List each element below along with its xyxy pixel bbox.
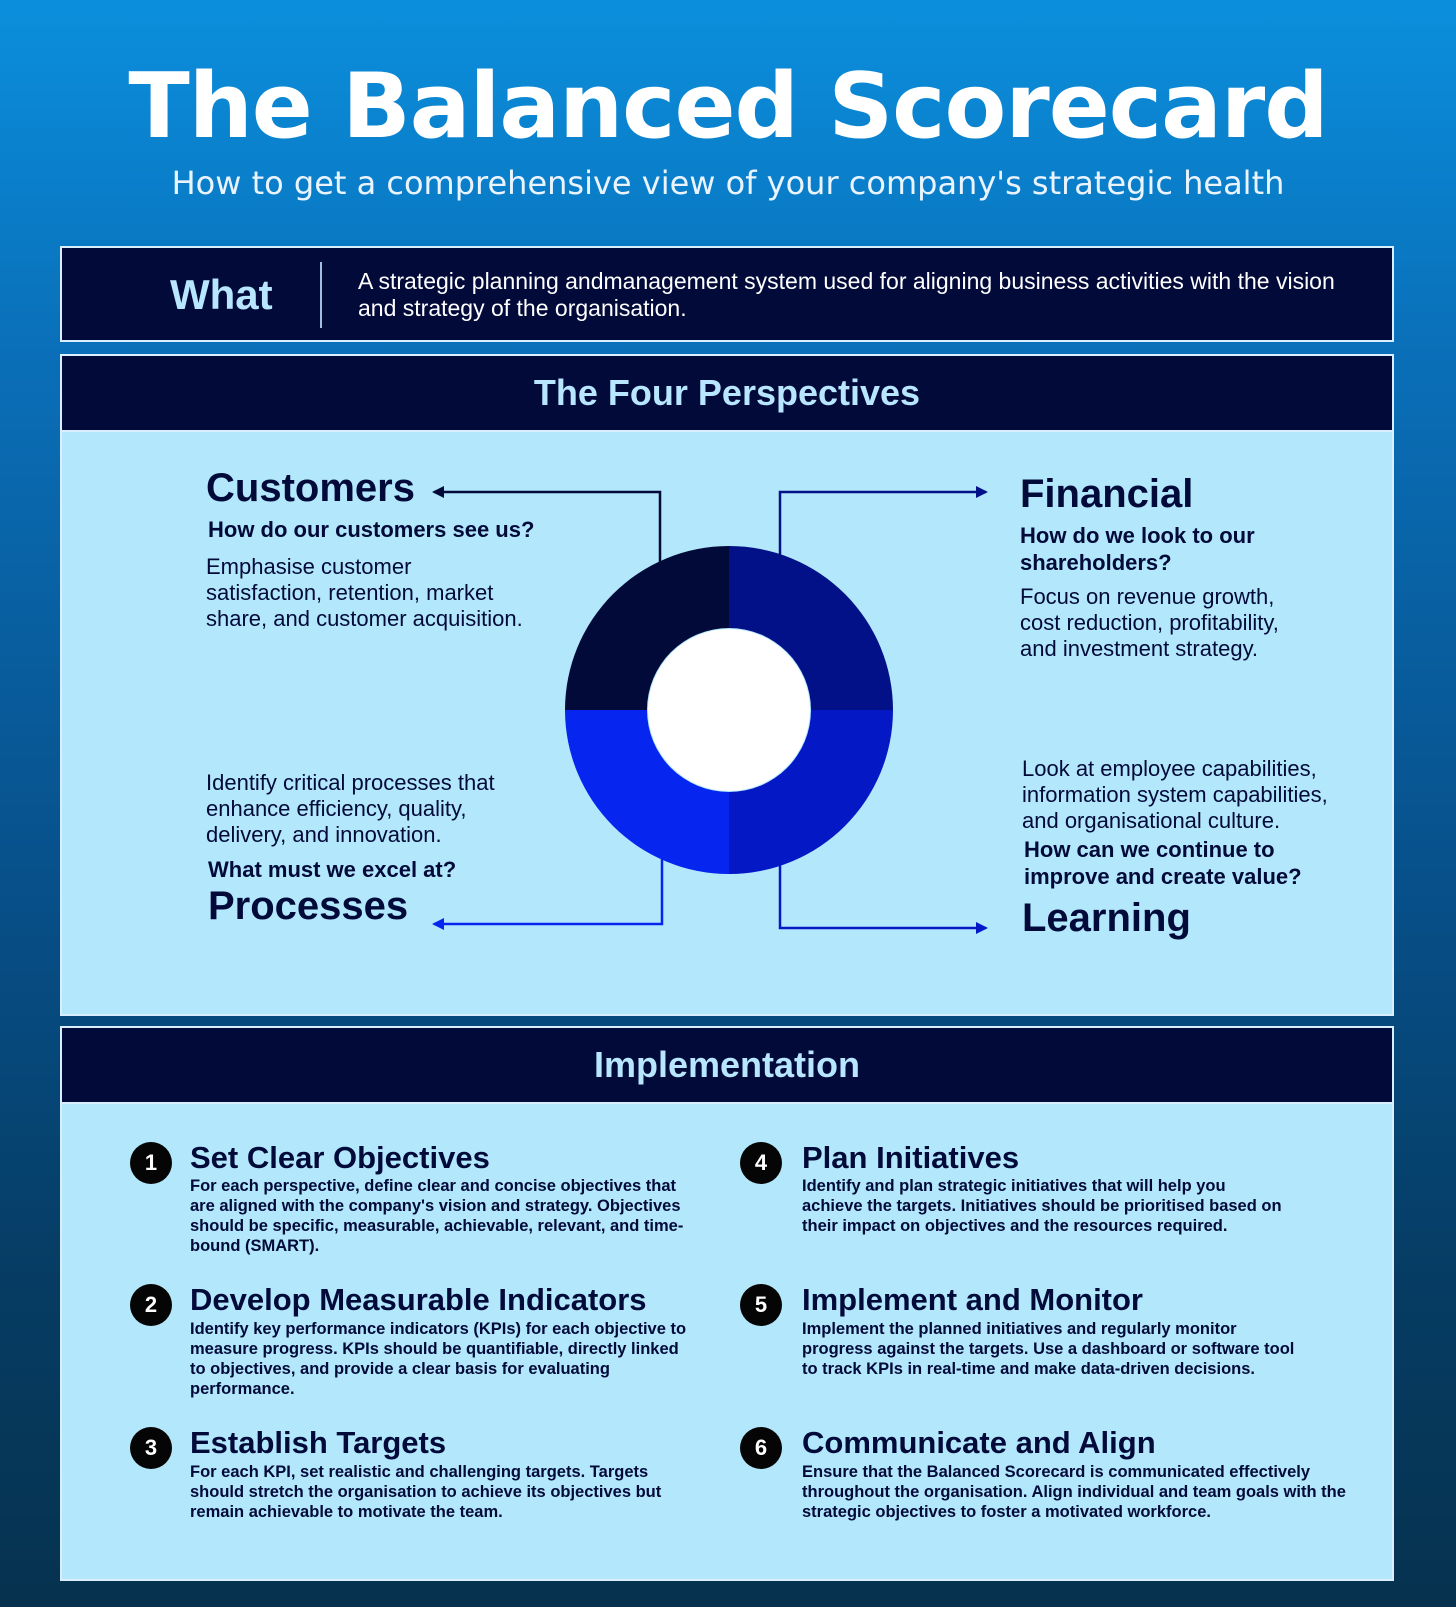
processes-description: Identify critical processes that enhance efficiency, quality, delivery, and innovation. [206,770,495,847]
step-number-badge: 5 [740,1284,782,1326]
step-description: Implement the planned initiatives and regularly monitor progress against the targets. Use a dashboard or software tool to track KPIs in real-time and make data-driven decisions. [802,1320,1295,1378]
step-title: Plan Initiatives [802,1140,1020,1175]
financial-description: Focus on revenue growth, cost reduction, profitability, and investment strategy. [1020,584,1279,661]
learning-connector [780,846,986,928]
step-number-badge: 1 [130,1142,172,1184]
step-number-badge: 4 [740,1142,782,1184]
financial-question: How do we look to our shareholders? [1020,523,1255,575]
processes-title: Processes [208,884,409,928]
learning-title: Learning [1022,896,1191,940]
customers-description: Emphasise customer satisfaction, retention, market share, and customer acquisition. [206,554,523,631]
what-text: A strategic planning andmanagement system used for aligning business activities with the vision and strategy of the organisation. [358,268,1335,321]
step-description: For each KPI, set realistic and challenging targets. Targets should stretch the organisation to achieve its objectives but remain achievable to motivate the team. [190,1463,662,1521]
step-title: Develop Measurable Indicators [190,1282,647,1317]
perspectives-heading: The Four Perspectives [62,356,1392,432]
what-divider [320,262,322,328]
financial-connector [780,492,986,564]
learning-question: How can we continue to improve and create value? [1024,837,1302,889]
customers-question: How do our customers see us? [208,517,535,542]
perspectives-panel [60,354,1394,1016]
implementation-heading: Implementation [62,1028,1392,1104]
what-box [60,246,1394,342]
what-label: What [170,271,273,318]
step-title: Set Clear Objectives [190,1140,490,1175]
learning-description: Look at employee capabilities, information system capabilities, and organisational culture. [1022,756,1328,833]
step-title: Communicate and Align [802,1425,1156,1460]
donut-center [648,629,810,791]
step-title: Implement and Monitor [802,1282,1143,1317]
page-title: The Balanced Scorecard [128,54,1328,159]
page-subtitle: How to get a comprehensive view of your company's strategic health [171,164,1285,202]
step-description: Identify and plan strategic initiatives that will help you achieve the targets. Initiatives should be prioritised based on their impact on objectives and the resources required. [802,1177,1282,1235]
implementation-panel [60,1026,1394,1581]
step-title: Establish Targets [190,1425,447,1460]
processes-question: What must we excel at? [208,857,457,882]
financial-title: Financial [1020,472,1194,516]
step-number-badge: 3 [130,1427,172,1469]
customers-title: Customers [206,466,415,510]
step-description: Ensure that the Balanced Scorecard is communicated effectively throughout the organisation. Align individual and team goals with the strategic objectives to foster a motivated workforce. [802,1463,1346,1521]
step-description: For each perspective, define clear and concise objectives that are aligned with the company's vision and strategy. Objectives should be specific, measurable, achievable, relevant, and time-bound (SMART). [190,1177,684,1255]
step-number-badge: 2 [130,1284,172,1326]
step-number-badge: 6 [740,1427,782,1469]
step-description: Identify key performance indicators (KPIs) for each objective to measure progress. KPIs should be quantifiable, directly linked to objectives, and provide a clear basis for evaluating performance. [190,1320,687,1398]
